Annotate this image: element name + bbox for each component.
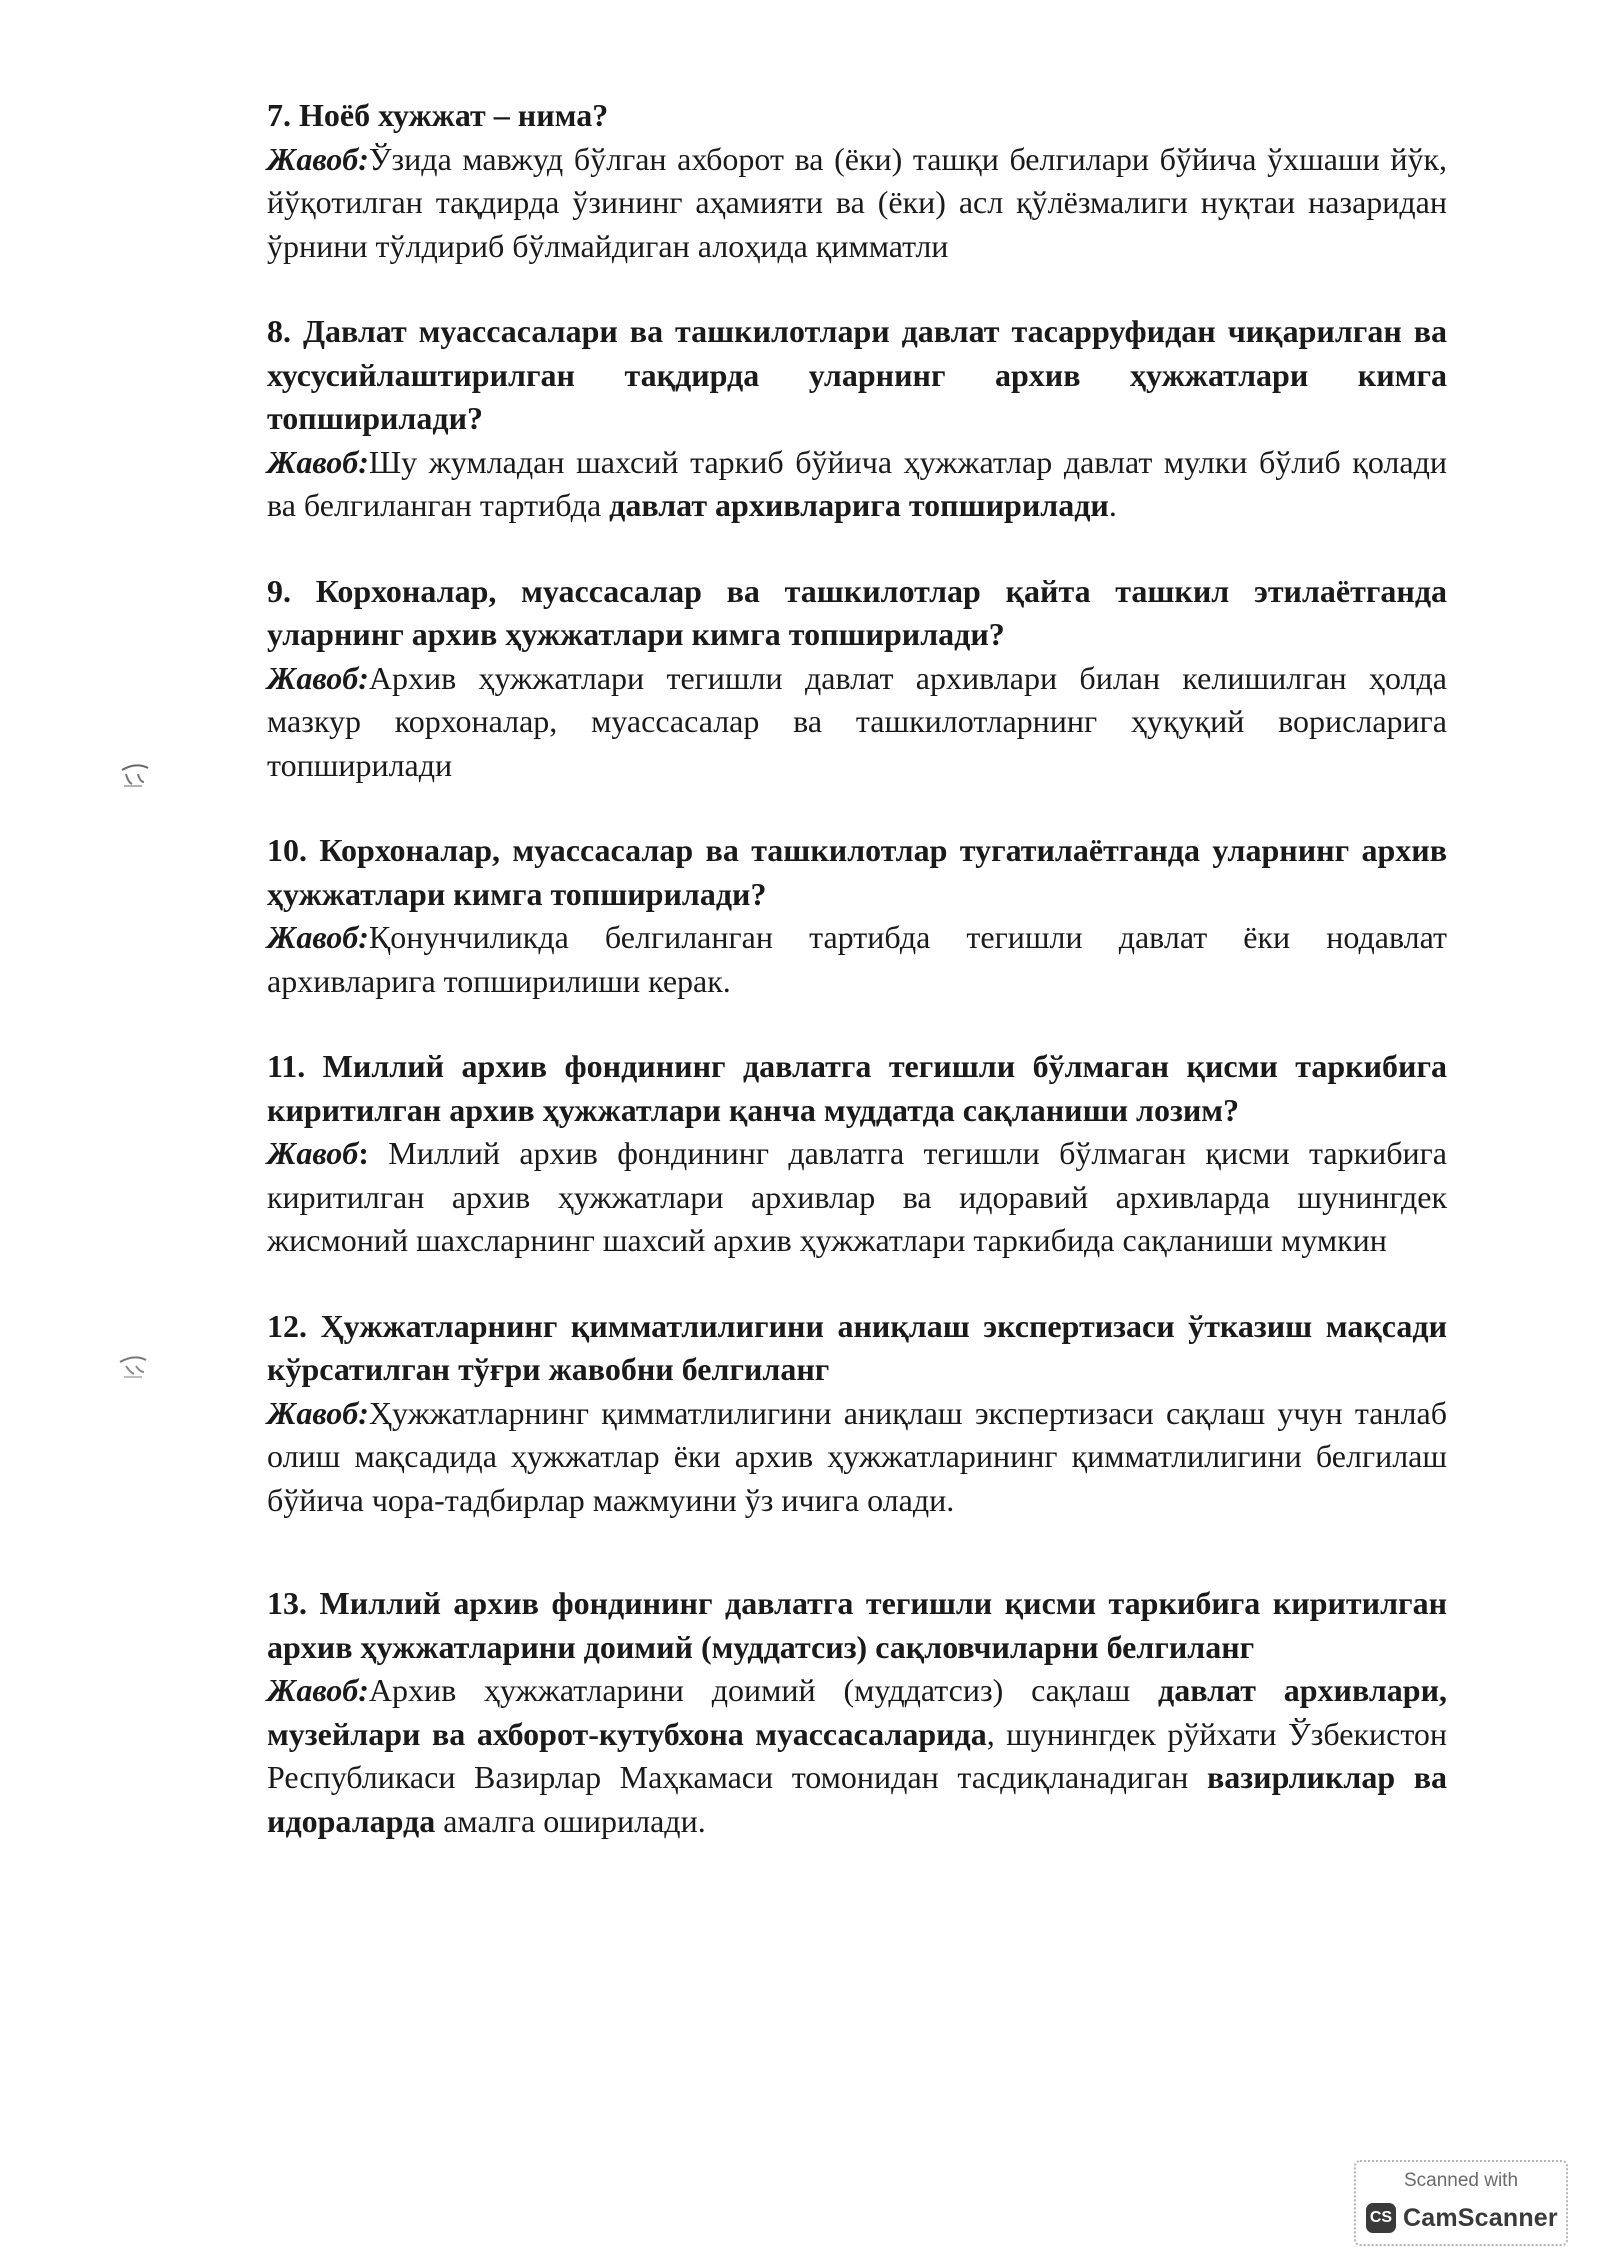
answer-text — [267, 1392, 1447, 1523]
question-text: 13. Миллий архив фондининг давлатга тегишли қисми таркибига киритилган архив ҳужжатларини доимий (муддатсиз) сақловчиларни белгиланг — [267, 1585, 1447, 1665]
watermark-caption: Scanned with — [1403, 2170, 1519, 2191]
qa-item — [267, 1582, 1447, 1843]
question-text: 7. Ноёб хужжат – нима? — [267, 97, 609, 133]
question-text: 10. Корхоналар, муассасалар ва ташкилотлар тугатилаётганда уларнинг архив ҳужжатлари кимга топширилади? — [267, 832, 1447, 912]
answer-label: Жавоб: — [267, 443, 369, 480]
answer-segment: Ўзида мавжуд бўлган ахборот ва (ёки) ташқи белгилари бўйича ўхшаши йўк, йўқотилган тақдирда ўзининг аҳамияти ва (ёки) асл қўлёзмалиги нуқтаи назаридан ўрнини тўлдириб бўлмайдиган алоҳида қимматли — [267, 140, 1447, 264]
answer-segment: Шу жумладан шахсий таркиб бўйича ҳужжатлар давлат мулки бўлиб қолади ва белгиланган тартибда — [267, 443, 1447, 523]
answer-emphasis: давлат архивлари, музейлари ва ахборот-кутубхона муассасаларида — [267, 1672, 1448, 1752]
qa-item — [267, 829, 1447, 1003]
qa-item — [267, 310, 1447, 528]
answer-text — [267, 1669, 1447, 1843]
answer-label: Жавоб: — [267, 659, 369, 696]
qa-item — [267, 94, 1447, 268]
answer-label: Жавоб: — [267, 140, 369, 177]
question-text: 12. Ҳужжатларнинг қимматлилигини аниқлаш экспертизаси ўтказиш мақсади кўрсатилган тўғри жавобни белгиланг — [267, 1307, 1447, 1387]
answer-segment: Миллий архив фондининг давлатга тегишли бўлмаган қисми таркибига киритилган архив ҳужжатлари архивлар ва идоравий архивларда шунингдек жисмоний шахсларнинг шахсий архив ҳужжатлари таркибида сақланиши мумкин — [267, 1135, 1448, 1258]
answer-segment: Архив ҳужжатларини доимий (муддатсиз) сақлаш — [368, 1672, 1159, 1708]
answer-emphasis: давлат архивларига топширилади — [609, 487, 1109, 523]
answer-text — [267, 441, 1447, 528]
qa-item — [267, 1305, 1447, 1523]
answer-text — [267, 916, 1447, 1003]
question-text: 11. Миллий архив фондининг давлатга тегишли бўлмаган қисми таркибига киритилган архив ҳужжатлари қанча муддатда сақланиши лозим? — [267, 1048, 1447, 1128]
answer-text — [267, 657, 1447, 788]
watermark-brand — [1366, 2202, 1558, 2234]
question-text: 9. Корхоналар, муассасалар ва ташкилотлар қайта ташкил этилаётганда уларнинг архив ҳужжатлари кимга топширилади? — [267, 572, 1447, 652]
watermark-brand-name: CamScanner — [1403, 2203, 1558, 2232]
answer-label: Жавоб: — [267, 919, 369, 955]
answer-text — [267, 1132, 1447, 1263]
answer-segment: Архив ҳужжатлари тегишли давлат архивлари билан келишилган ҳолда мазкур корхоналар, муассасалар ва ташкилотларнинг ҳуқуқий ворисларига топширилади — [267, 659, 1447, 783]
answer-segment: Ҳужжатларнинг қимматлилигини аниқлаш экспертизаси сақлаш учун танлаб олиш мақсадида ҳужжатлар ёки архив ҳужжатларининг қимматлилигини белгилаш бўйича чора-тадбирлар мажмуини ўз ичига олади. — [267, 1394, 1447, 1518]
answer-segment: Қонунчиликда белгиланган тартибда тегишли давлат ёки нодавлат архивларига топширилиши керак. — [267, 919, 1447, 999]
answer-segment: , шунингдек рўйхати Ўзбекистон Республикаси Вазирлар Маҳкамаси томонидан тасдиқланадиган — [267, 1715, 1448, 1795]
binder-hole-mark-upper — [118, 760, 154, 788]
binder-hole-mark-lower — [116, 1352, 152, 1380]
answer-text — [267, 138, 1447, 269]
qa-list — [267, 94, 1447, 1843]
answer-emphasis: : — [358, 1135, 389, 1171]
answer-emphasis: вазирликлар ва идораларда — [267, 1759, 1448, 1839]
qa-item — [267, 570, 1447, 788]
qa-item — [267, 1045, 1447, 1263]
answer-label: Жавоб: — [267, 1394, 369, 1431]
answer-label: Жавоб — [267, 1135, 359, 1171]
camscanner-watermark — [1354, 2160, 1568, 2246]
camscanner-logo-icon: CS — [1366, 2203, 1396, 2233]
question-text: 8. Давлат муассасалари ва ташкилотлари давлат тасарруфидан чиқарилган ва хусусийлаштирилган тақдирда уларнинг архив ҳужжатлари кимга топширилади? — [267, 313, 1447, 436]
answer-segment: амалга оширилади. — [435, 1802, 706, 1839]
answer-label: Жавоб: — [267, 1672, 369, 1708]
answer-segment: . — [1108, 487, 1117, 523]
